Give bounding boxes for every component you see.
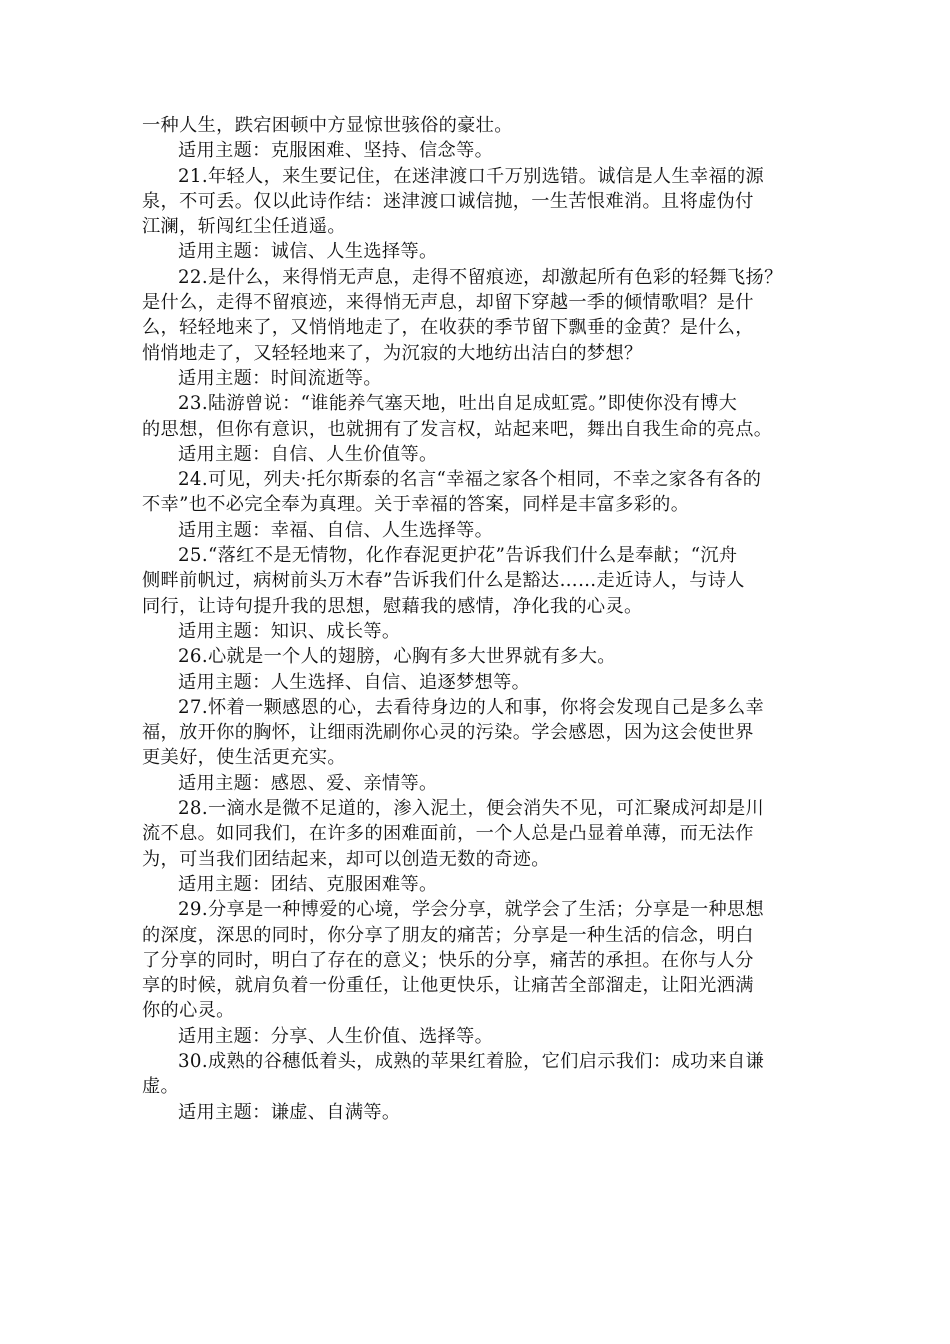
text-line: 适用主题：分享、人生价值、选择等。 <box>178 1025 494 1047</box>
text-line: 适用主题：谦虚、自满等。 <box>178 1101 401 1123</box>
text-line: 25.“落红不是无情物，化作春泥更护花”告诉我们什么是奉献；“沉舟 <box>178 545 738 567</box>
text-line: 23.陆游曾说：“谁能养气塞天地，吐出自足成虹霓。”即使你没有博大 <box>178 393 738 415</box>
text-line: 适用主题：诚信、人生选择等。 <box>178 241 438 263</box>
text-line: 侧畔前帆过，病树前头万木春”告诉我们什么是豁达……走近诗人，与诗人 <box>142 570 745 592</box>
text-line: 24.可见，列夫·托尔斯泰的名言“幸福之家各个相同，不幸之家各有各的 <box>178 469 762 491</box>
text-line: 适用主题：时间流逝等。 <box>178 367 382 389</box>
text-line: 21.年轻人，来生要记住，在迷津渡口千万别选错。诚信是人生幸福的源 <box>178 165 765 187</box>
text-line: 悄悄地走了，又轻轻地来了，为沉寂的大地纺出洁白的梦想？ <box>142 342 643 364</box>
text-line: 不幸”也不必完全奉为真理。关于幸福的答案，同样是丰富多彩的。 <box>142 494 690 516</box>
text-line: 是什么，走得不留痕迹，来得悄无声息，却留下穿越一季的倾情歌唱？是什 <box>142 292 754 314</box>
text-line: 的思想，但你有意识，也就拥有了发言权，站起来吧，舞出自我生命的亮点。 <box>142 418 773 440</box>
document-page <box>142 113 814 1125</box>
text-line: 享的时候，就肩负着一份重任，让他更快乐，让痛苦全部溜走，让阳光洒满 <box>142 975 754 997</box>
text-line: 的深度，深思的同时，你分享了朋友的痛苦；分享是一种生活的信念，明白 <box>142 924 754 946</box>
text-line: 28.一滴水是微不足道的，渗入泥土，便会消失不见，可汇聚成河却是川 <box>178 798 765 820</box>
text-line: 22.是什么，来得悄无声息，走得不留痕迹，却激起所有色彩的轻舞飞扬？ <box>178 266 783 288</box>
text-line: 适用主题：知识、成长等。 <box>178 620 401 642</box>
text-line: 26.心就是一个人的翅膀，心胸有多大世界就有多大。 <box>178 646 616 668</box>
text-line: 30.成熟的谷穗低着头，成熟的苹果红着脸，它们启示我们：成功来自谦 <box>178 1050 765 1072</box>
text-line: 福，放开你的胸怀，让细雨洗刷你心灵的污染。学会感恩，因为这会使世界 <box>142 722 754 744</box>
text-line: 了分享的同时，明白了存在的意义；快乐的分享，痛苦的承担。在你与人分 <box>142 949 754 971</box>
text-line: 么，轻轻地来了，又悄悄地走了，在收获的季节留下飘垂的金黄？是什么， <box>142 317 754 339</box>
text-line: 适用主题：幸福、自信、人生选择等。 <box>178 519 494 541</box>
text-line: 江澜，斩闯红尘任逍遥。 <box>142 216 346 238</box>
text-line: 更美好，使生活更充实。 <box>142 747 346 769</box>
text-line: 你的心灵。 <box>142 1000 235 1022</box>
text-line: 为，可当我们团结起来，却可以创造无数的奇迹。 <box>142 848 550 870</box>
text-line: 29.分享是一种博爱的心境，学会分享，就学会了生活；分享是一种思想 <box>178 899 765 921</box>
text-line: 适用主题：自信、人生价值等。 <box>178 443 438 465</box>
text-line: 泉，不可丢。仅以此诗作结：迷津渡口诚信抛，一生苦恨难消。且将虚伪付 <box>142 190 754 212</box>
text-line: 27.怀着一颗感恩的心，去看待身边的人和事，你将会发现自己是多么幸 <box>178 696 765 718</box>
text-line: 适用主题：克服困难、坚持、信念等。 <box>178 140 494 162</box>
text-line: 流不息。如同我们，在许多的困难面前，一个人总是凸显着单薄，而无法作 <box>142 823 754 845</box>
text-line: 一种人生，跌宕困顿中方显惊世骇俗的豪壮。 <box>142 115 513 136</box>
text-line: 虚。 <box>142 1076 180 1098</box>
text-line: 适用主题：团结、克服困难等。 <box>178 873 438 895</box>
text-line: 适用主题：感恩、爱、亲情等。 <box>178 772 438 794</box>
text-line: 同行，让诗句提升我的思想，慰藉我的感情，净化我的心灵。 <box>142 595 643 617</box>
text-line: 适用主题：人生选择、自信、追逐梦想等。 <box>178 671 531 693</box>
